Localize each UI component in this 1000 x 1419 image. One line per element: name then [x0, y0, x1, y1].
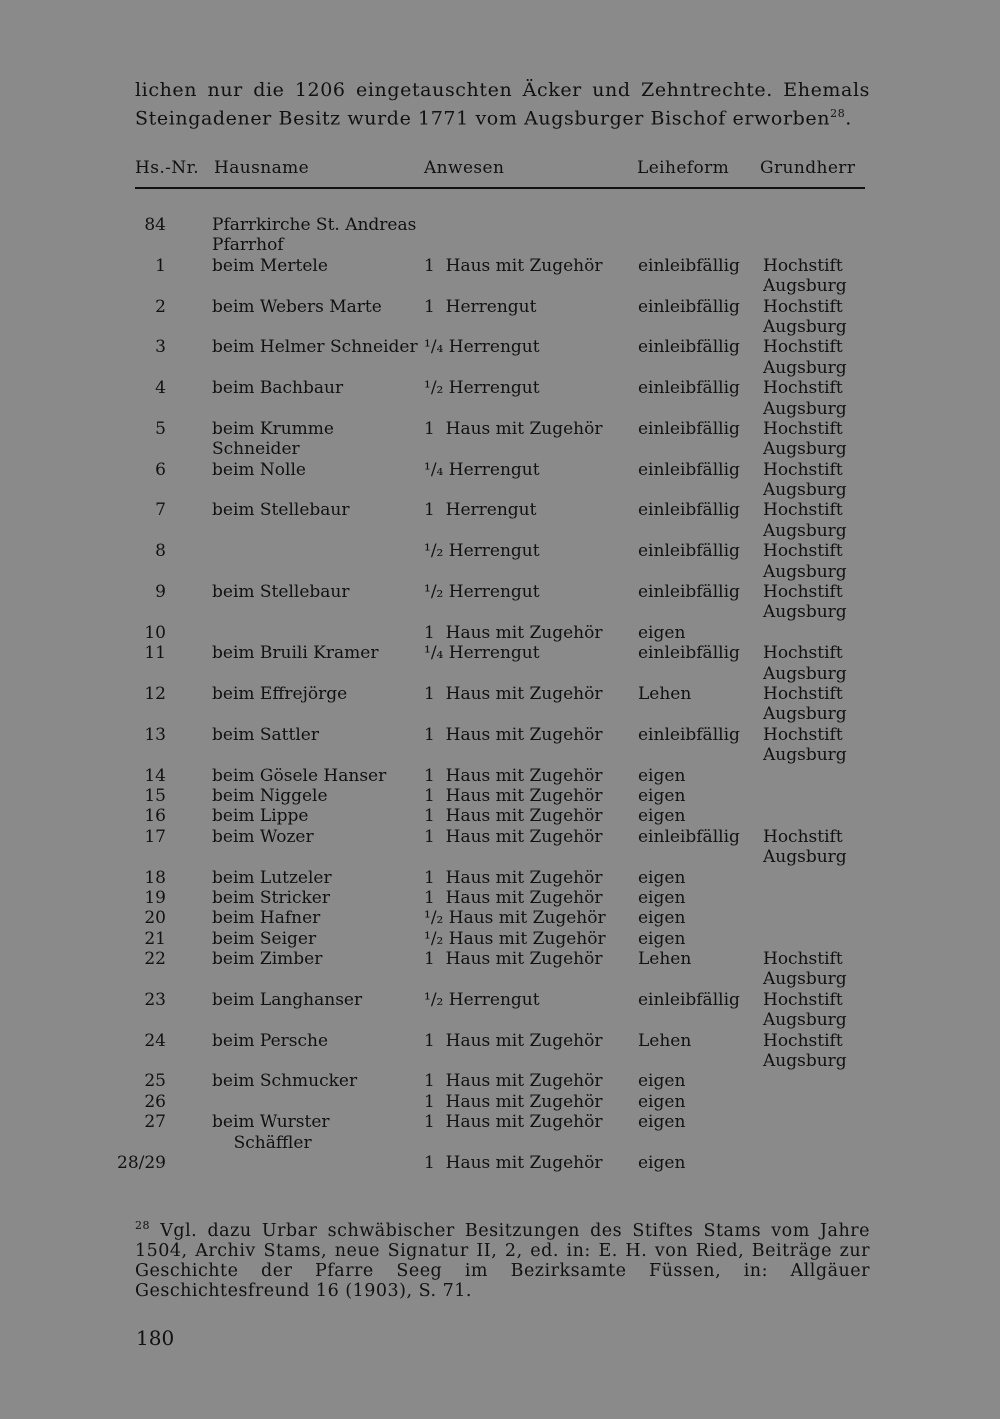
house-number-cell: 17 [144, 826, 166, 847]
table-row [0, 847, 1000, 867]
tenure-cell: eigen [638, 765, 686, 786]
landlord-cell: Augsburg [763, 969, 847, 990]
property-cell: 1 Haus mit Zugehör [424, 765, 603, 786]
landlord-cell: Hochstift [763, 255, 843, 276]
table-row [0, 1051, 1000, 1071]
table-row [0, 888, 1000, 908]
tenure-cell: einleibfällig [638, 337, 740, 358]
house-number-cell: 19 [144, 887, 166, 908]
house-name-cell: beim Mertele [212, 255, 328, 276]
table-row [0, 623, 1000, 643]
tenure-cell: einleibfällig [638, 459, 740, 480]
house-name-cell: beim Lutzeler [212, 867, 332, 888]
property-cell: ¹/₄ Herrengut [424, 643, 540, 664]
house-name-cell: beim Schmucker [212, 1071, 358, 1092]
tenure-cell: eigen [638, 806, 686, 827]
property-cell: 1 Herrengut [424, 500, 537, 521]
tenure-cell: Lehen [638, 949, 692, 970]
house-number-cell: 3 [155, 337, 166, 358]
table-row [0, 582, 1000, 602]
header-leiheform: Leiheform [637, 158, 730, 178]
tenure-cell: Lehen [638, 683, 692, 704]
table-body [0, 215, 1000, 1173]
house-name-cell: beim Effrejörge [212, 683, 348, 704]
table-row [0, 1071, 1000, 1091]
landlord-cell: Hochstift [763, 989, 843, 1010]
table-row [0, 358, 1000, 378]
landlord-cell: Augsburg [763, 398, 847, 419]
property-cell: ¹/₂ Haus mit Zugehör [424, 908, 606, 929]
house-name-cell: beim Gösele Hanser [212, 765, 387, 786]
landlord-cell: Augsburg [763, 745, 847, 766]
property-cell: 1 Haus mit Zugehör [424, 887, 603, 908]
tenure-cell: einleibfällig [638, 255, 740, 276]
table-row [0, 1010, 1000, 1030]
house-number-cell: 24 [144, 1030, 166, 1051]
house-number-cell: 14 [144, 765, 166, 786]
house-number-cell: 12 [144, 683, 166, 704]
house-number-cell: 20 [144, 908, 166, 929]
table-row [0, 439, 1000, 459]
table-row [0, 949, 1000, 969]
table-row [0, 256, 1000, 276]
property-cell: 1 Herrengut [424, 296, 537, 317]
house-name-cell: beim Bruili Kramer [212, 643, 379, 664]
landlord-cell: Augsburg [763, 663, 847, 684]
landlord-cell: Hochstift [763, 337, 843, 358]
house-number-cell: 10 [144, 622, 166, 643]
header-nr: Hs.-Nr. [135, 158, 200, 178]
landlord-cell: Hochstift [763, 459, 843, 480]
house-number-cell: 15 [144, 785, 166, 806]
table-row [0, 297, 1000, 317]
house-number-cell: 28/29 [117, 1152, 166, 1173]
header-rule [135, 187, 865, 189]
tenure-cell: einleibfällig [638, 500, 740, 521]
landlord-cell: Augsburg [763, 1051, 847, 1072]
landlord-cell: Augsburg [763, 480, 847, 501]
table-row [0, 786, 1000, 806]
property-cell: 1 Haus mit Zugehör [424, 1071, 603, 1092]
table-row [0, 460, 1000, 480]
house-number-cell: 8 [155, 541, 166, 562]
table-row [0, 664, 1000, 684]
landlord-cell: Hochstift [763, 500, 843, 521]
house-number-cell: 16 [144, 806, 166, 827]
table-row [0, 643, 1000, 663]
table-row [0, 399, 1000, 419]
property-cell: ¹/₂ Haus mit Zugehör [424, 928, 606, 949]
landlord-cell: Augsburg [763, 1010, 847, 1031]
landlord-cell: Augsburg [763, 439, 847, 460]
table-row [0, 745, 1000, 765]
house-name-cell: beim Helmer Schneider [212, 337, 418, 358]
tenure-cell: eigen [638, 908, 686, 929]
house-number-cell: 1 [155, 255, 166, 276]
property-cell: 1 Haus mit Zugehör [424, 683, 603, 704]
property-cell: ¹/₂ Herrengut [424, 989, 540, 1010]
footnote-text: Vgl. dazu Urbar schwäbischer Besitzungen des Stiftes Stams vom Jahre 1504, Archiv Stams, neue Signatur II, 2, ed. in: E. H. von Ried, Beiträge zur Geschichte der Pfarre Seeg im Bezirksamte Füssen, in: Allgäuer Geschichtesfreund 16 (1903), S. 71. [135, 1220, 870, 1301]
house-number-cell: 5 [155, 418, 166, 439]
tenure-cell: eigen [638, 887, 686, 908]
footnote-reference: 28 [830, 107, 846, 120]
house-number-cell: 11 [144, 643, 166, 664]
house-name-cell: beim Sattler [212, 724, 319, 745]
table-row [0, 419, 1000, 439]
tenure-cell: einleibfällig [638, 541, 740, 562]
table-row [0, 521, 1000, 541]
tenure-cell: einleibfällig [638, 582, 740, 603]
table-row [0, 969, 1000, 989]
page-number: 180 [136, 1326, 175, 1350]
property-cell: 1 Haus mit Zugehör [424, 806, 603, 827]
house-name-cell: beim Zimber [212, 949, 323, 970]
house-number-cell: 2 [155, 296, 166, 317]
property-cell: 1 Haus mit Zugehör [424, 418, 603, 439]
table-row [0, 806, 1000, 826]
tenure-cell: eigen [638, 1091, 686, 1112]
property-cell: 1 Haus mit Zugehör [424, 1152, 603, 1173]
landlord-cell: Hochstift [763, 949, 843, 970]
tenure-cell: Lehen [638, 1030, 692, 1051]
landlord-cell: Augsburg [763, 561, 847, 582]
house-name-cell: beim Seiger [212, 928, 317, 949]
property-cell: 1 Haus mit Zugehör [424, 867, 603, 888]
landlord-cell: Hochstift [763, 541, 843, 562]
house-name-cell: beim Wurster [212, 1112, 330, 1133]
property-cell: 1 Haus mit Zugehör [424, 255, 603, 276]
footnote [135, 1216, 870, 1301]
property-cell: 1 Haus mit Zugehör [424, 949, 603, 970]
table-row [0, 766, 1000, 786]
house-name-cell: beim Wozer [212, 826, 314, 847]
house-number-cell: 6 [155, 459, 166, 480]
house-number-cell: 27 [144, 1112, 166, 1133]
house-number-cell: 18 [144, 867, 166, 888]
landlord-cell: Hochstift [763, 643, 843, 664]
house-name-cell: beim Persche [212, 1030, 329, 1051]
house-number-cell: 13 [144, 724, 166, 745]
house-name-cell: beim Lippe [212, 806, 309, 827]
house-number-cell: 25 [144, 1071, 166, 1092]
table-row [0, 1133, 1000, 1153]
property-cell: 1 Haus mit Zugehör [424, 785, 603, 806]
header-hausname: Hausname [214, 158, 310, 178]
landlord-cell: Augsburg [763, 847, 847, 868]
table-row [0, 725, 1000, 745]
tenure-cell: einleibfällig [638, 418, 740, 439]
table-row [0, 317, 1000, 337]
house-number-cell: 84 [144, 215, 166, 235]
table-row [0, 990, 1000, 1010]
landlord-cell: Hochstift [763, 582, 843, 603]
house-name-cell: beim Niggele [212, 785, 328, 806]
landlord-cell: Augsburg [763, 276, 847, 297]
landlord-cell: Hochstift [763, 724, 843, 745]
header-grundherr: Grundherr [760, 158, 856, 178]
table-row [0, 215, 1000, 235]
table-row [0, 827, 1000, 847]
intro-text: lichen nur die 1206 eingetauschten Äcker und Zehntrechte. Ehemals Steingadener Besitz wurde 1771 vom Augsburger Bischof erworben [135, 79, 870, 130]
tenure-cell: einleibfällig [638, 643, 740, 664]
table-row [0, 684, 1000, 704]
house-number-cell: 22 [144, 949, 166, 970]
property-cell: 1 Haus mit Zugehör [424, 622, 603, 643]
table-row [0, 908, 1000, 928]
table-row [0, 378, 1000, 398]
landlord-cell: Hochstift [763, 683, 843, 704]
table-row [0, 235, 1000, 255]
table-row [0, 1092, 1000, 1112]
table-row [0, 480, 1000, 500]
house-name-cell: Pfarrkirche St. Andreas [212, 215, 417, 235]
house-name-cell: Pfarrhof [212, 235, 284, 256]
tenure-cell: eigen [638, 1112, 686, 1133]
house-name-cell: beim Stellebaur [212, 500, 350, 521]
house-name-cell: beim Stricker [212, 887, 330, 908]
table-row [0, 704, 1000, 724]
property-cell: 1 Haus mit Zugehör [424, 1030, 603, 1051]
landlord-cell: Hochstift [763, 418, 843, 439]
tenure-cell: eigen [638, 785, 686, 806]
tenure-cell: einleibfällig [638, 989, 740, 1010]
landlord-cell: Augsburg [763, 316, 847, 337]
tenure-cell: einleibfällig [638, 826, 740, 847]
table-row [0, 929, 1000, 949]
table-row [0, 1112, 1000, 1132]
house-name-cell: beim Langhanser [212, 989, 363, 1010]
landlord-cell: Augsburg [763, 602, 847, 623]
table-row [0, 562, 1000, 582]
tenure-cell: eigen [638, 1152, 686, 1173]
table-row [0, 602, 1000, 622]
house-name-cell: Schneider [212, 439, 300, 460]
landlord-cell: Hochstift [763, 1030, 843, 1051]
tenure-cell: einleibfällig [638, 724, 740, 745]
table-row [0, 868, 1000, 888]
house-number-cell: 4 [155, 378, 166, 399]
intro-end: . [845, 107, 852, 130]
property-cell: 1 Haus mit Zugehör [424, 1091, 603, 1112]
house-number-cell: 26 [144, 1091, 166, 1112]
house-name-cell: beim Krumme [212, 418, 334, 439]
landlord-cell: Augsburg [763, 520, 847, 541]
table-row [0, 1153, 1000, 1173]
house-name-cell: Schäffler [212, 1132, 312, 1153]
tenure-cell: eigen [638, 622, 686, 643]
landlord-cell: Augsburg [763, 357, 847, 378]
tenure-cell: eigen [638, 928, 686, 949]
property-cell: 1 Haus mit Zugehör [424, 826, 603, 847]
property-cell: 1 Haus mit Zugehör [424, 1112, 603, 1133]
property-cell: ¹/₂ Herrengut [424, 541, 540, 562]
property-cell: ¹/₂ Herrengut [424, 378, 540, 399]
tenure-cell: eigen [638, 867, 686, 888]
landlord-cell: Hochstift [763, 378, 843, 399]
house-number-cell: 9 [155, 582, 166, 603]
intro-paragraph [135, 78, 870, 130]
landlord-cell: Hochstift [763, 296, 843, 317]
table-row [0, 541, 1000, 561]
house-number-cell: 7 [155, 500, 166, 521]
house-name-cell: beim Bachbaur [212, 378, 344, 399]
house-name-cell: beim Stellebaur [212, 582, 350, 603]
tenure-cell: einleibfällig [638, 296, 740, 317]
header-anwesen: Anwesen [424, 158, 505, 178]
property-cell: ¹/₄ Herrengut [424, 459, 540, 480]
tenure-cell: eigen [638, 1071, 686, 1092]
footnote-mark: 28 [135, 1219, 150, 1232]
table-row [0, 500, 1000, 520]
table-row [0, 276, 1000, 296]
landlord-cell: Hochstift [763, 826, 843, 847]
table-row [0, 337, 1000, 357]
property-cell: ¹/₂ Herrengut [424, 582, 540, 603]
table-row [0, 1031, 1000, 1051]
property-cell: ¹/₄ Herrengut [424, 337, 540, 358]
house-number-cell: 23 [144, 989, 166, 1010]
house-name-cell: beim Nolle [212, 459, 306, 480]
landlord-cell: Augsburg [763, 704, 847, 725]
property-cell: 1 Haus mit Zugehör [424, 724, 603, 745]
house-name-cell: beim Webers Marte [212, 296, 382, 317]
table-header [0, 158, 1000, 182]
tenure-cell: einleibfällig [638, 378, 740, 399]
house-name-cell: beim Hafner [212, 908, 321, 929]
house-number-cell: 21 [144, 928, 166, 949]
